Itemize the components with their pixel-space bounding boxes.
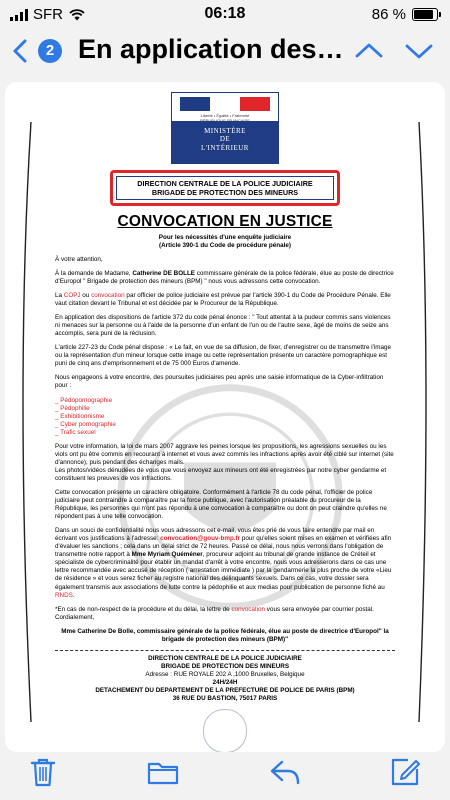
unread-count-badge[interactable]: 2 [38, 39, 62, 63]
list-item: _ Cyber pornographie [55, 420, 116, 428]
greeting: À votre attention, [55, 255, 103, 263]
message-body-image[interactable] [5, 82, 445, 752]
list-item: _ Exhibitionnisme [55, 412, 105, 420]
trash-icon[interactable] [26, 755, 60, 789]
footer-line2: BRIGADE DE PROTECTION DES MINEURS [160, 662, 290, 670]
battery-status [372, 6, 438, 23]
paragraph-5: Nous engageons à votre encontre, des poursuites judiciaires peu après une saisie informatique de la Cyber-infiltration pour : [55, 374, 384, 390]
footer-line3: DETACHEMENT DU DEPARTEMENT DE LA PREFECTURE DE POLICE DE PARIS (BPM) [95, 686, 355, 694]
ministry-line3: L'INTÉRIEUR [201, 143, 249, 152]
footer-line1: DIRECTION CENTRALE DE LA POLICE JUDICIAIRE [148, 654, 302, 662]
ministry-stamp [203, 709, 247, 752]
divider [55, 650, 395, 651]
ministry-line1: MINISTÈRE [204, 127, 246, 135]
directorate-header-box [110, 170, 340, 206]
list-item: _ Pédophilie [55, 404, 90, 412]
ministry-logo [171, 92, 279, 164]
paragraph-6: Pour votre information, la loi de mars 2007 aggrave les peines lorsque les propositions, les agressions sexuelles ou les viols ont pu être commis en recourant à internet et vous avez commis les infractions après avoir été ciblé sur internet (site d'annonce), puis pendant des échanges mails. Les photos/vidéos dénudées de vous que vous envoyez aux mineurs ont été enregistrées par notre cyber gendarme et constituent les preuves de vos infractions. [55, 442, 394, 482]
footer-hours: 24H/24H [212, 678, 238, 686]
document-footer [55, 655, 395, 703]
convocation-document [55, 92, 395, 752]
folder-icon[interactable] [146, 755, 180, 789]
compose-icon[interactable] [388, 755, 422, 789]
ministry-line2: DE [219, 135, 231, 144]
document-title: CONVOCATION EN JUSTICE [117, 213, 333, 230]
subtitle-line2: (Article 390-1 du Code de procédure pénale) [159, 241, 291, 249]
marianne-emblem [180, 97, 270, 111]
mail-toolbar [0, 750, 450, 800]
paragraph-7: Cette convocation présente un caractère obligatoire. Conformément à l'article 78 du code pénal, l'officier de police judiciaire peut contraindre à comparaître par la force publique, avec l'autorisation préalable du procureur de la République, les personnes qui n'ont pas répondu à une convocation à comparaître ou dont on peut craindre qu'elles ne répondent pas à une telle convocation. [55, 489, 387, 521]
offence-list [55, 397, 395, 437]
status-bar [0, 0, 450, 28]
paragraph-3: En application des dispositions de l'article 372 du code pénal énonce : " Tout attentat à la pudeur commis sans violences ni menaces sur la personne ou à l'aide de la personne d'un enfant de l'un ou de l'autre sexe, âgé de moins de seize ans accomplis, sera puni de la réclusion. [55, 314, 391, 338]
message-subject: En application des… [78, 34, 344, 64]
paragraph-2: La COPJ ou convocation par officier de police judiciaire est prévue par l'article 390-1 du Code de Procédure Pénale. Elle vaut citation devant le Tribunal et est décidée par le Procureur de la République. [55, 292, 391, 308]
postal-note: *En cas de non-respect de la procédure et du délai, la lettre de convocation vous sera envoyée par courrier postal. Cordialement, [55, 605, 374, 621]
carrier-name: SFR [33, 6, 63, 23]
logo-motto-text: Liberté • Égalité • Fraternité [200, 113, 250, 118]
footer-line4: 36 RUE DU BASTION, 75017 PARIS [172, 695, 278, 703]
paragraph-1: À la demande de Madame, Catherine DE BOLLE commissaire générale de la police fédérale, élue au poste de directrice d'Europol " Brigade de protection des mineurs (BPM) " nous vous adressons cette convocation. [55, 269, 394, 286]
chevron-up-icon[interactable] [352, 36, 386, 66]
document-subtitle [55, 234, 395, 250]
reply-icon[interactable] [268, 755, 302, 789]
ministry-name [172, 121, 278, 163]
directorate-line1: DIRECTION CENTRALE DE LA POLICE JUDICIAIRE [137, 179, 313, 188]
list-item: _ Pédopornographie [55, 396, 113, 404]
list-item: _ Trafic sexuel [55, 428, 96, 436]
paragraph-8: Dans un souci de confidentialité nous vous adressons cet e-mail, vous êtes prié de vous faire entendre par mail en écrivant vos justifications à l'adresse: convocation@gouv-bmp.fr pour qu'elles soient mises en examen et vérifiées afin d'évaluer les sanctions ; cela dans un délai strict de 72 heures. Passé ce délai, nous nous verrons dans l'obligation de transmettre notre rapport à Mme Myriam Quéméner, procureur adjoint au tribunal de grande instance de Créteil et spécialiste de cybercriminalité pour établir un mandat d'arrêt à votre encontre, nous vous adresserons dans ce cas une lettre recommandée avec accusé de réception ( arrestation immédiate ) par la gendarmerie la plus proche de votre «Lieu de résidence » et vous serez ficher au registre national des délinquants sexuels. Dans ce cas, votre dossier sera également transmis aux associations de lutte contre la pédophilie et aux medias pour publication de personne fiché au RNDS. [55, 527, 392, 599]
directorate-line2: BRIGADE DE PROTECTION DES MINEURS [151, 188, 299, 197]
signature: Mme Catherine De Bolle, commissaire générale de la police fédérale, élue au poste de directrice d'Europol" la brigade de protection des mineurs (BPM)" [61, 627, 389, 643]
footer-address: Adresse : RUE ROYALE 202 A ,1000 Bruxelles, Belgique [145, 670, 305, 678]
chevron-left-icon[interactable] [6, 36, 36, 66]
mail-nav-bar [0, 28, 450, 74]
battery-percent: 86 % [371, 6, 406, 23]
clock: 06:18 [204, 5, 246, 22]
paragraph-4: L'article 227-23 du Code pénal dispose : « Le fait, en vue de sa diffusion, de fixer, d'enregistrer ou de transmettre l'image ou la représentation d'un mineur lorsque cette image ou cette représentation présente un caractère pornographique est puni de cinq ans d'emprisonnement et de 75 000 Euros d'amende. [55, 344, 392, 368]
battery-icon [412, 8, 438, 21]
chevron-down-icon[interactable] [402, 36, 436, 66]
subtitle-line1: Pour les nécessités d'une enquête judiciaire [158, 233, 292, 241]
